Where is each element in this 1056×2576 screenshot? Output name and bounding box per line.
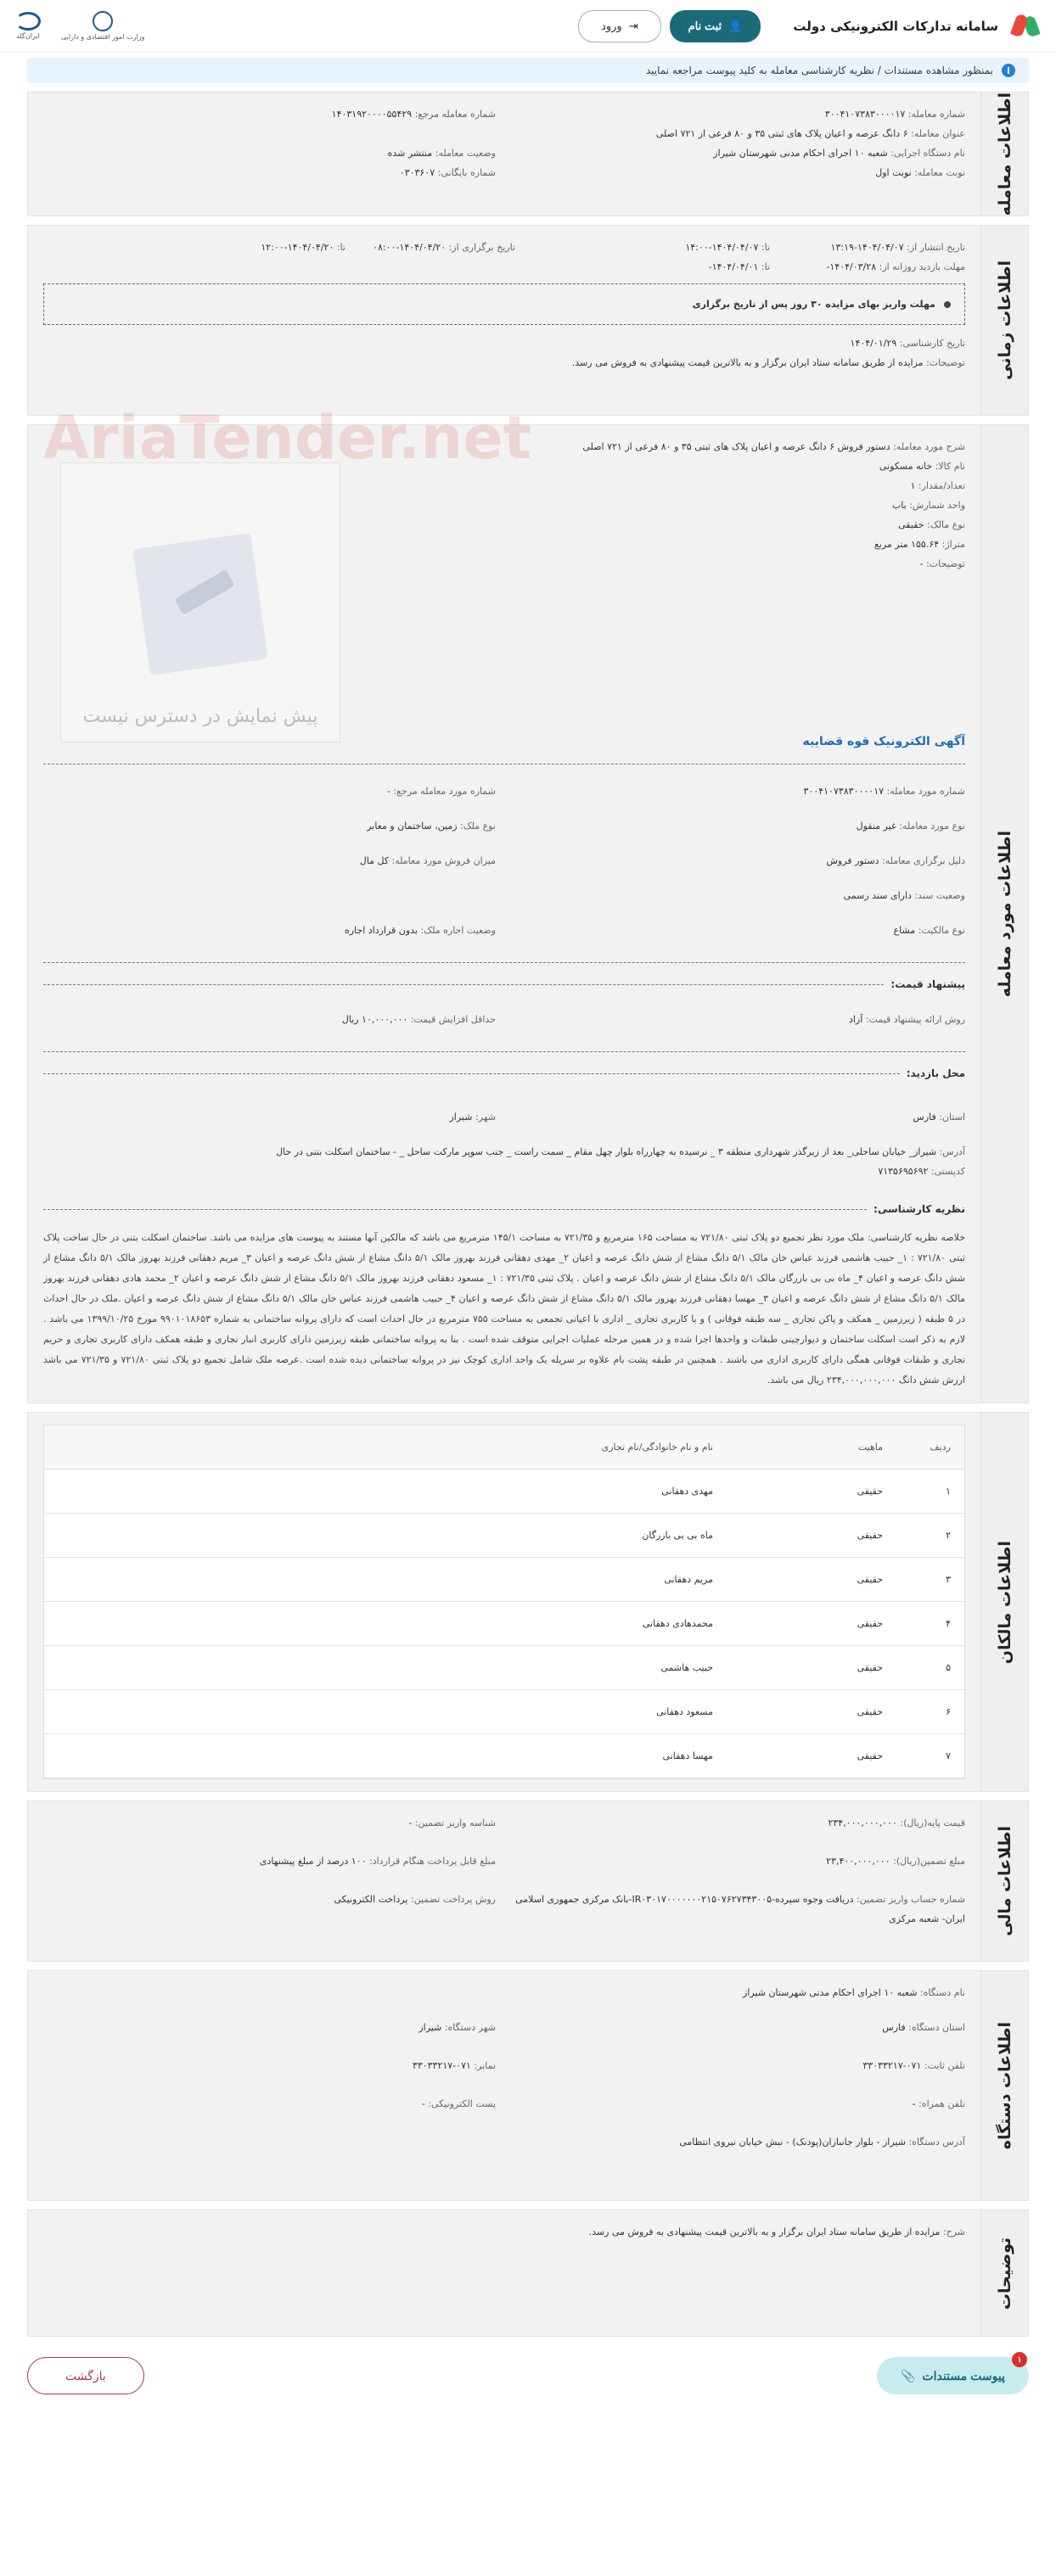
divider <box>43 1051 965 1052</box>
attachment-notice <box>27 58 1029 83</box>
expert-date: تاریخ کارشناسی: ۱۴۰۴/۰۱/۲۹ <box>850 338 965 350</box>
deal-round: نوبت معامله: نوبت اول <box>875 167 965 178</box>
visit-city: شهر: شیراز <box>449 1112 496 1123</box>
table-row: ۱ حقیقی مهدی دهقانی <box>44 1470 964 1514</box>
offer-method: روش ارائه پیشنهاد قیمت: آزاد <box>848 1014 965 1026</box>
deed-status: وضعیت سند: دارای سند رسمی <box>843 890 965 902</box>
visit-location-heading: محل بازدید: <box>43 1064 965 1084</box>
owners-body <box>28 1413 980 1791</box>
notes-section <box>27 2209 1029 2337</box>
attachment-count-badge: ۱ <box>1012 2352 1027 2367</box>
agency-address: آدرس دستگاه: شیراز - بلوار جانبازان(پودنک) - نبش خیابان نیروی انتظامی <box>679 2136 965 2148</box>
agency-mobile: تلفن همراه: - <box>912 2098 965 2110</box>
hold-to: تا: ۱۴۰۴/۰۴/۲۰-۱۲:۰۰ <box>261 242 345 254</box>
finance-section <box>27 1800 1029 1962</box>
table-row: ۵ حقیقی حبیب هاشمی <box>44 1646 964 1690</box>
item-info-section <box>27 403 1029 1403</box>
owners-table <box>43 1425 965 1779</box>
finance-title: اطلاعات مالی <box>980 1801 1028 1961</box>
agency-title: اطلاعات دستگاه <box>980 1971 1028 2200</box>
header-actions <box>578 10 761 42</box>
table-row: ۴ حقیقی محمدهادی دهقانی <box>44 1602 964 1646</box>
agency-phone: تلفن ثابت: ۰۷۱-۳۳۰۳۳۲۱۷ <box>862 2060 965 2072</box>
gov-logos <box>15 11 144 41</box>
guarantee-method: روش پرداخت تضمین: پرداخت الکترونیکی <box>334 1894 496 1906</box>
agency-full-name: نام دستگاه: شعبه ۱۰ اجرای احکام مدنی شهرستان شیراز <box>743 1987 965 1999</box>
attachments-label: پیوست مستندات <box>922 2368 1005 2383</box>
table-row: ۲ حقیقی ماه بی بی بازرگان <box>44 1514 964 1558</box>
deal-info-section <box>27 92 1029 216</box>
agency-fax: نمابر: ۰۷۱-۳۳۰۳۳۲۱۷ <box>412 2060 496 2072</box>
item-type: نوع مورد معامله: غیر منقول <box>856 820 965 832</box>
site-title: سامانه تدارکات الکترونیکی دولت <box>793 18 998 34</box>
info-icon: i <box>1002 64 1015 77</box>
notice-text: بمنظور مشاهده مستندات / نظریه کارشناسی معامله به کلید پیوست مراجعه نمایید <box>645 64 993 76</box>
payment-deadline-box <box>43 283 965 325</box>
no-preview-text: پیش نمایش در دسترس نیست <box>82 706 318 728</box>
ownership-type: نوع مالکیت: مشاع <box>893 925 965 937</box>
table-row: ۷ حقیقی مهسا دهقانی <box>44 1734 964 1778</box>
login-label: ورود <box>601 19 622 32</box>
table-row: ۳ حقیقی مریم دهقانی <box>44 1558 964 1602</box>
emblem-icon <box>93 11 113 31</box>
deal-info-body <box>28 92 980 216</box>
min-increase: حداقل افزایش قیمت: ۱۰,۰۰۰,۰۰۰ ریال <box>341 1014 496 1026</box>
footer-actions <box>27 2357 1029 2410</box>
property-type: نوع ملک: زمین، ساختمان و معابر <box>367 820 496 832</box>
agency-city: شهر دستگاه: شیراز <box>418 2022 496 2034</box>
notes-title: توضیحات <box>980 2210 1028 2336</box>
deal-number: شماره معامله: ۳۰۰۴۱۰۷۳۸۳۰۰۰۰۱۷ <box>824 109 965 120</box>
ministry-logo-text: وزارت امور اقتصادی و دارایی <box>61 33 145 41</box>
owners-header-row <box>44 1425 964 1470</box>
postal-code: کدپستی: ۷۱۳۵۶۹۵۶۹۲ <box>878 1166 965 1178</box>
secondary-logo-text: ایران‌گلد <box>16 32 40 40</box>
paperclip-icon: 📎 <box>900 2368 916 2383</box>
owners-title: اطلاعات مالکان <box>980 1413 1028 1791</box>
guarantee-account: شماره حساب واریز تضمین: دریافت وجوه سپرده-IR۰۳۰۱۷۰۰۰۰۰۰۰۲۱۵۰۷۶۲۷۳۴۳۰۰۵-بانک مرکزی جمهوری اسلامی ایران- شعبه مرکزی <box>515 1894 965 1925</box>
deal-ref-number: شماره معامله مرجع: ۱۴۰۳۱۹۲۰۰۰۰۵۵۴۲۹ <box>331 109 496 120</box>
archive-number: شماره بایگانی: ۰۳۰۳۶۰۷ <box>399 167 496 178</box>
notes-description: شرح: مزایده از طریق سامانه ستاد ایران برگزار و به بالاترین قیمت پیشنهادی به فروش می رسد. <box>588 2226 965 2238</box>
deal-reason: دلیل برگزاری معامله: دستور فروش <box>826 855 965 867</box>
expert-opinion-text: خلاصه نظریه کارشناسی: ملک مورد نظر تجمیع دو پلاک ثبتی ۷۲۱/۸۰ به مساحت ۱۶۵ مترمربع و ۷۲۱/۳۵ به مساحت ۱۴۵/۱ مترمربع می باشد که مالکین آنها مستند به پیوست های مزایده می باشد. ساختمان اسکلت بتنی در حال ساخت پلاک ثبتی ۷۲۱/۸۰ : ۱_ حبیب هاشمی فرزند عباس خان مالک ۵/۱ دانگ مشاع از شش دانگ عرصه و اعیان ۲_ مهدی دهقانی فرزند بهروز مالک ۵/۱ دانگ مشاع از شش دانگ عرصه و اعیان ۳_ مریم دهقانی فرزند بهروز مالک ۵/۱ دانگ مشاع از شش دانگ عرصه و اعیان ۴_ ماه بی بی بازرگان مالک ۵/۱ دانگ مشاع از شش دانگ عرصه و اعیان . پلاک ثبتی ۷۲۱/۳۵ : ۱_ مسعود دهقانی فرزند بهروز مالک ۵/۱ دانگ مشاع از شش دانگ عرصه و اعیان ۲_ محمد هادی دهقانی فرزند بهروز مالک ۵/۱ دانگ مشاع از شش دانگ عرصه و اعیان ۳_ مهسا دهقانی فرزند بهروز مالک ۵/۱ دانگ مشاع از شش دانگ عرصه و اعیان ۴_ حبیب هاشمی فرزند عباس خان مالک ۵/۱ دانگ مشاع از شش دانگ عرصه و اعیان .ملک در حال احداث در ۵ طبقه ( زیرزمین _ همکف و پاکن تجاری _ سه طبقه فوقانی ) و با کاربری تجاری _ اداری با اعیانی تجمعی به مساحت ۷۵۵ مترمربع در حال احداث است که دارای پروانه ساختمانی به شماره ۹۹۰۱۰۱۸۶۵۳ مورخ ۱۳۹۹/۱۰/۲۵ می باشد . لازم به ذکر است اسکلت ساختمان و دیوارچینی طبقات و واحدها اجرا شده و در همین مرحله عملیات اجرایی متوقف شده است . بنا به پروانه ساختمانی طبقه زیرزمین دارای کاربری انبار تجاری و طبقه همکف دارای کاربری تجاری و حریم تجاری و طبقات فوقانی همگی دارای کاربری اداری می باشند . همچنین در طبقه پشت بام علاوه بر سرپله یک واحد اداری کوچک نیز در پروانه ساختمانی دیده شده است .عرصه ملک شامل تجمیع دو پلاک ثبتی ۷۲۱/۸۰ و ۷۲۱/۳۵ می باشد ارزش شش دانگ ۲۳۴,۰۰۰,۰۰۰,۰۰۰ ریال می باشد. <box>43 1232 966 1386</box>
visit-from: مهلت بازدید روزانه از: ۱۴۰۴/۰۳/۲۸- <box>826 261 965 273</box>
expert-opinion-heading: نظریه کارشناسی: <box>43 1200 965 1219</box>
col-row-number: ردیف <box>896 1425 964 1470</box>
time-info-body <box>28 226 980 415</box>
judiciary-ad-link[interactable]: آگهی الکترونیک قوه قضاییه <box>802 735 965 749</box>
bullet-icon <box>944 301 951 308</box>
price-fields <box>43 1010 965 1029</box>
item-info-title: اطلاعات مورد معامله <box>980 425 1028 1403</box>
item-owner-type: نوع مالک: حقیقی <box>898 519 965 531</box>
user-plus-icon: 👤 <box>728 19 743 32</box>
table-row: ۶ حقیقی مسعود دهقانی <box>44 1690 964 1734</box>
deal-status: وضعیت معامله: منتشر شده <box>387 148 496 159</box>
back-button[interactable]: بازگشت <box>27 2357 144 2394</box>
main-content <box>27 58 1029 2410</box>
payment-deadline-text: مهلت واریز بهای مزایده ۳۰ روز پس از تاریخ برگزاری <box>692 299 935 311</box>
time-description: توضیحات: مزایده از طریق سامانه ستاد ایران برگزار و به بالاترین قیمت پیشنهادی به فروش می رسد. <box>571 357 965 369</box>
item-description: شرح مورد معامله: دستور فروش ۶ دانگ عرصه و اعیان پلاک های ثبتی ۳۵ و ۸۰ فرعی از ۷۲۱ اصلی <box>582 441 965 453</box>
attachments-button[interactable] <box>877 2357 1029 2394</box>
lease-status: وضعیت اجاره ملک: بدون قرارداد اجاره <box>344 925 496 937</box>
globe-logo-icon <box>15 12 41 31</box>
publish-to: تا: ۱۴۰۴/۰۴/۰۷-۱۴:۰۰ <box>685 242 770 254</box>
item-number: شماره مورد معامله: ۳۰۰۴۱۰۷۳۸۳۰۰۰۰۱۷ <box>803 786 965 798</box>
agency-body <box>28 1971 980 2200</box>
location-fields <box>43 1107 965 1127</box>
watermark-logo: AriaTender.net <box>43 403 532 473</box>
agency-email: پست الکترونیکی: - <box>421 2098 496 2110</box>
guarantee-id: شناسه واریز تضمین: - <box>408 1817 496 1829</box>
setad-logo-icon <box>1007 9 1041 43</box>
item-fields <box>43 776 965 940</box>
login-icon: ⇥ <box>628 19 638 32</box>
col-nature: ماهیت <box>727 1425 896 1470</box>
item-goods-name: نام کالا: خانه مسکونی <box>879 461 965 473</box>
login-button[interactable] <box>578 10 661 42</box>
item-unit: واحد شمارش: باب <box>891 500 965 512</box>
price-offer-heading: پیشنهاد قیمت: <box>43 975 965 994</box>
notes-body <box>28 2210 980 2336</box>
agency-name: نام دستگاه اجرایی: شعبه ۱۰ اجرای احکام مدنی شهرستان شیراز <box>713 148 965 159</box>
register-label: ثبت نام <box>688 19 722 32</box>
deal-info-title: اطلاعات معامله <box>980 92 1028 216</box>
visit-province: استان: فارس <box>913 1112 965 1123</box>
visit-address: آدرس: شیراز_ خیابان ساحلی_ بعد از زیرگذر شهرداری منطقه ۳ _ نرسیده به چهارراه بلوار چهل مقام _ سمت راست _ جنب سوپر مارکت ساحل _ - ساختمان اسکلت بتنی در حال <box>276 1146 965 1158</box>
divider <box>43 962 965 963</box>
sale-amount: میزان فروش مورد معامله: کل مال <box>359 855 496 867</box>
item-notes: توضیحات: - <box>919 558 965 570</box>
time-info-title: اطلاعات زمانی <box>980 226 1028 415</box>
top-bar <box>0 0 1056 53</box>
register-button[interactable] <box>670 10 761 42</box>
visit-to: تا: ۱۴۰۴/۰۴/۰۱- <box>708 261 770 273</box>
col-owner-name: نام و نام خانوادگی/نام تجاری <box>44 1425 727 1470</box>
ministry-logo <box>61 11 144 41</box>
time-info-section <box>27 225 1029 416</box>
hold-from: تاریخ برگزاری از: ۱۴۰۴/۰۴/۲۰-۰۸:۰۰ <box>373 242 515 254</box>
deal-title: عنوان معامله: ۶ دانگ عرصه و اعیان پلاک های ثبتی ۳۵ و ۸۰ فرعی از ۷۲۱ اصلی <box>655 128 965 139</box>
agency-province: استان دستگاه: فارس <box>882 2022 965 2034</box>
owners-section <box>27 1412 1029 1792</box>
item-area: متراژ: ۱۵۵.۶۴ متر مربع <box>873 539 965 551</box>
guarantee-amount: مبلغ تضمین(ریال): ۲۳,۴۰۰,۰۰۰,۰۰۰ <box>826 1856 965 1868</box>
item-ref-number: شماره مورد معامله مرجع: - <box>386 786 496 798</box>
agency-section <box>27 1970 1029 2201</box>
brand[interactable] <box>578 9 1041 43</box>
secondary-logo <box>15 12 41 40</box>
publish-from: تاریخ انتشار از: ۱۴۰۴/۰۴/۰۷-۱۳:۱۹ <box>830 242 965 254</box>
finance-body <box>28 1801 980 1961</box>
item-summary <box>43 403 965 728</box>
contract-payment: مبلغ قابل پرداخت هنگام قرارداد: ۱۰۰ درصد از مبلغ پیشنهادی <box>259 1856 496 1868</box>
base-price: قیمت پایه(ریال): ۲۳۴,۰۰۰,۰۰۰,۰۰۰ <box>828 1817 965 1829</box>
item-quantity: تعداد/مقدار: ۱ <box>910 480 965 492</box>
item-info-body <box>28 403 980 1403</box>
